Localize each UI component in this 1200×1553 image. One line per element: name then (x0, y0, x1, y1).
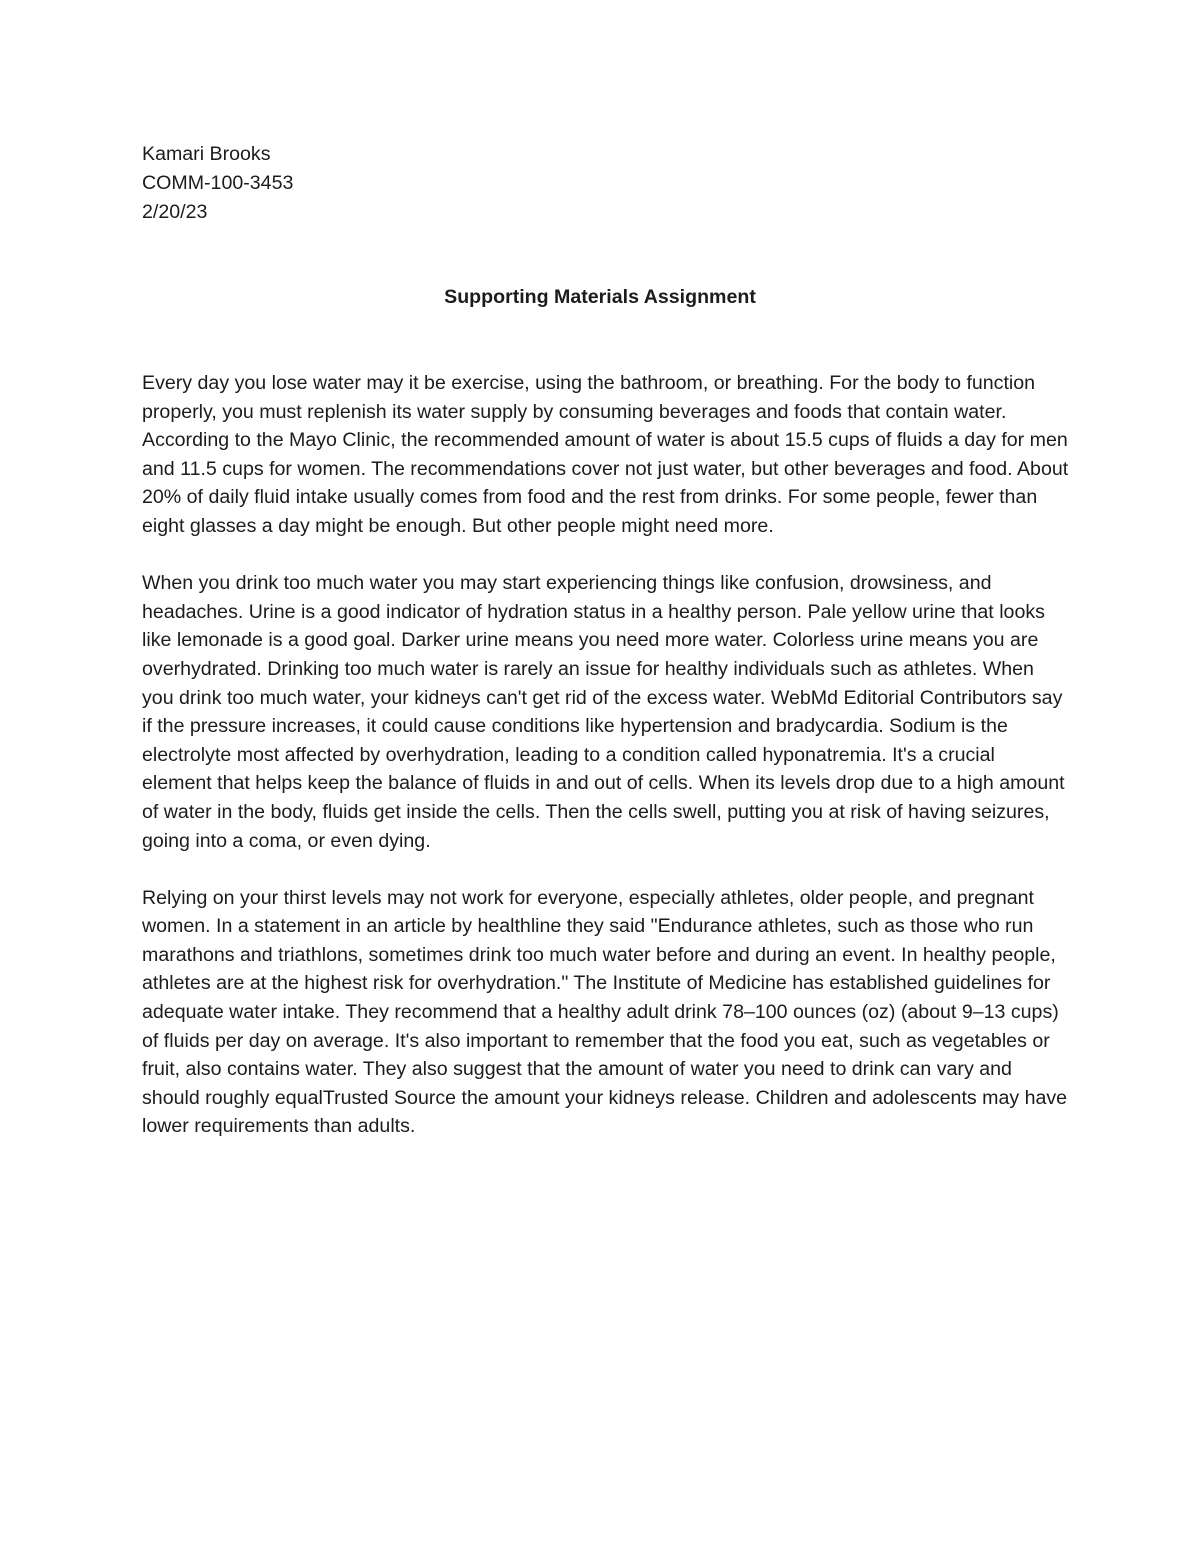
paragraph: Relying on your thirst levels may not work for everyone, especially athletes, older people, and pregnant women. In a statement in an article by healthline they said "Endurance athletes, such as those who run marathons and triathlons, sometimes drink too much water before and during an event. In healthy people, athletes are at the highest risk for overhydration." The Institute of Medicine has established guidelines for adequate water intake. They recommend that a healthy adult drink 78–100 ounces (oz) (about 9–13 cups) of fluids per day on average. It's also important to remember that the food you eat, such as vegetables or fruit, also contains water. They also suggest that the amount of water you need to drink can vary and should roughly equalTrusted Source the amount your kidneys release. Children and adolescents may have lower requirements than adults. (142, 886, 1068, 1138)
document-title: Supporting Materials Assignment (444, 286, 756, 308)
document-header (142, 140, 293, 227)
paragraph: When you drink too much water you may start experiencing things like confusion, drowsiness, and headaches. Urine is a good indicator of hydration status in a healthy person. Pale yellow urine that looks like lemonade is a good goal. Darker urine means you need more water. Colorless urine means you are overhydrated. Drinking too much water is rarely an issue for healthy individuals such as athletes. When you drink too much water, your kidneys can't get rid of the excess water. WebMd Editorial Contributors say if the pressure increases, it could cause conditions like hypertension and bradycardia. Sodium is the electrolyte most affected by overhydration, leading to a condition called hyponatremia. It's a crucial element that helps keep the balance of fluids in and out of cells. When its levels drop due to a high amount of water in the body, fluids get inside the cells. Then the cells swell, putting you at risk of having seizures, going into a coma, or even dying. (142, 572, 1065, 852)
document-date: 2/20/23 (142, 201, 208, 223)
course-code: COMM-100-3453 (142, 172, 294, 194)
author-name: Kamari Brooks (142, 143, 271, 165)
document-body (142, 369, 1070, 1170)
paragraph: Every day you lose water may it be exercise, using the bathroom, or breathing. For the body to function properly, you must replenish its water supply by consuming beverages and foods that contain water. According to the Mayo Clinic, the recommended amount of water is about 15.5 cups of fluids a day for men and 11.5 cups for women. The recommendations cover not just water, but other beverages and food. About 20% of daily fluid intake usually comes from food and the rest from drinks. For some people, fewer than eight glasses a day might be enough. But other people might need more. (142, 372, 1069, 537)
